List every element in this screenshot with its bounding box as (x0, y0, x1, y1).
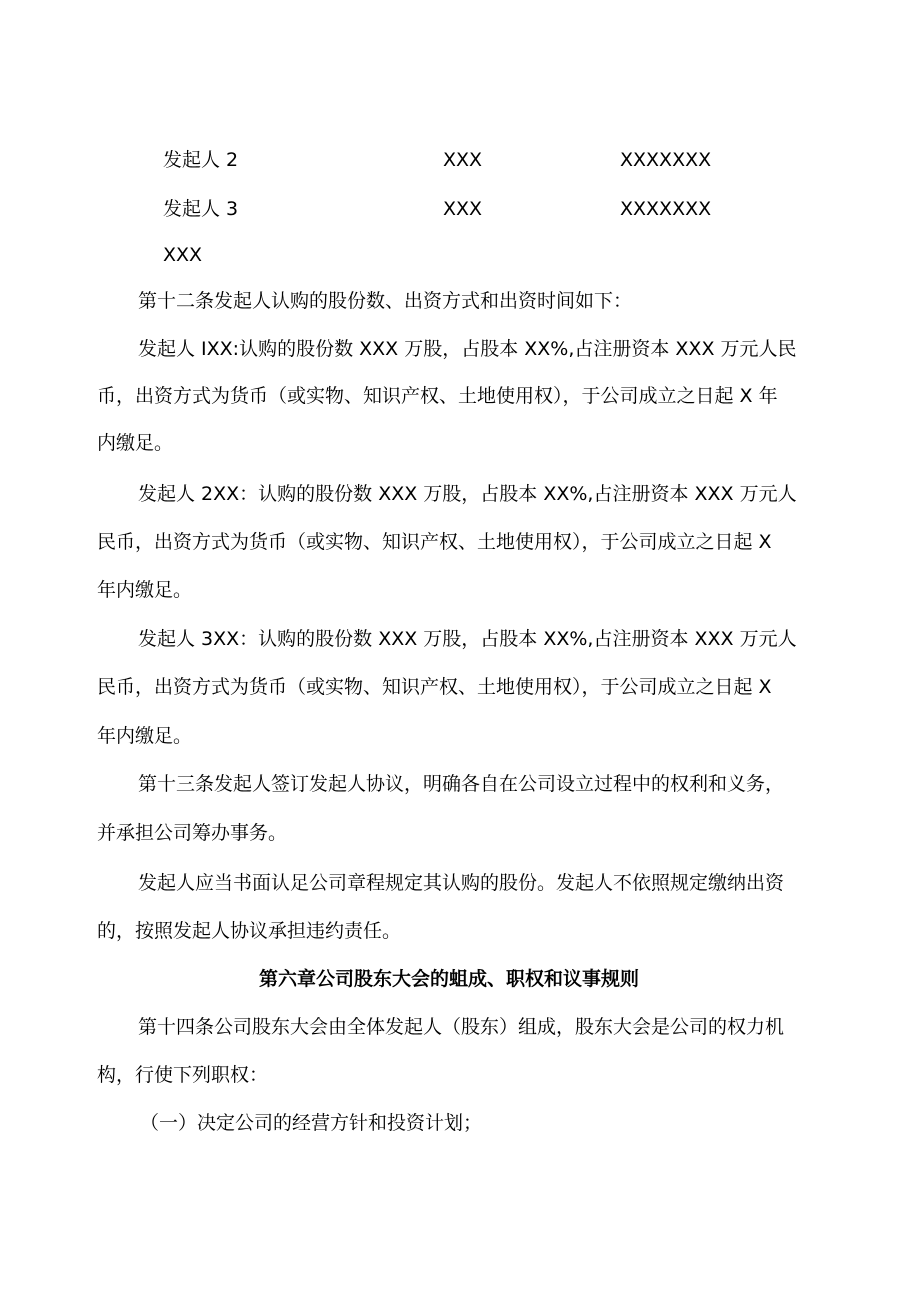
article13-p1-line2: 并承担公司筹办事务。 (97, 822, 288, 844)
article12-p2-line1: 发起人 2XX：认购的股份数 XXX 万股，占股本 XX%,占注册资本 XXX 万元人 (138, 483, 797, 505)
article13-p2-line1: 发起人应当书面认足公司章程规定其认购的股份。发起人不依照规定缴纳出资 (138, 872, 785, 894)
article13-p1-line1: 第十三条发起人签订发起人协议，明确各自在公司设立过程中的权利和义务， (138, 773, 785, 795)
article12-p2-line3: 年内缴足。 (97, 579, 193, 601)
article12-p3-line3: 年内缴足。 (97, 725, 193, 747)
article12-p3-line1: 发起人 3XX：认购的股份数 XXX 万股，占股本 XX%,占注册资本 XXX 万元人 (138, 628, 797, 650)
table-row-1-col3: XXXXXXX (620, 149, 712, 171)
article14-item1: （一）决定公司的经营方针和投资计划； (140, 1112, 483, 1134)
article12-heading: 第十二条发起人认购的股份数、出资方式和出资时间如下： (138, 290, 633, 312)
article14-p1-line2: 构，行使下列职权： (97, 1064, 269, 1086)
article12-p3-line2: 民币，出资方式为货币（或实物、知识产权、土地使用权），于公司成立之日起 X (97, 676, 772, 698)
table-row-2-col3: XXXXXXX (620, 198, 712, 220)
table-row-1-col2: XXX (443, 149, 483, 171)
table-row-1-name: 发起人 2 (163, 149, 239, 171)
article12-p1-line1: 发起人 IXX:认购的股份数 XXX 万股，占股本 XX%,占注册资本 XXX 万元人民 (138, 338, 797, 360)
article14-p1-line1: 第十四条公司股东大会由全体发起人（股东）组成，股东大会是公司的权力机 (138, 1016, 785, 1038)
table-trailing-text: XXX (163, 244, 203, 266)
chapter6-title: 第六章公司股东大会的蛆成、职权和议事规则 (259, 968, 640, 990)
article12-p2-line2: 民币，出资方式为货币（或实物、知识产权、土地使用权），于公司成立之日起 X (97, 531, 772, 553)
article12-p1-line2: 币，出资方式为货币（或实物、知识产权、土地使用权），于公司成立之日起 X 年 (97, 385, 778, 407)
article12-p1-line3: 内缴足。 (97, 432, 174, 454)
article13-p2-line2: 的，按照发起人协议承担违约责任。 (97, 920, 402, 942)
table-row-2-name: 发起人 3 (163, 198, 239, 220)
table-row-2-col2: XXX (443, 198, 483, 220)
